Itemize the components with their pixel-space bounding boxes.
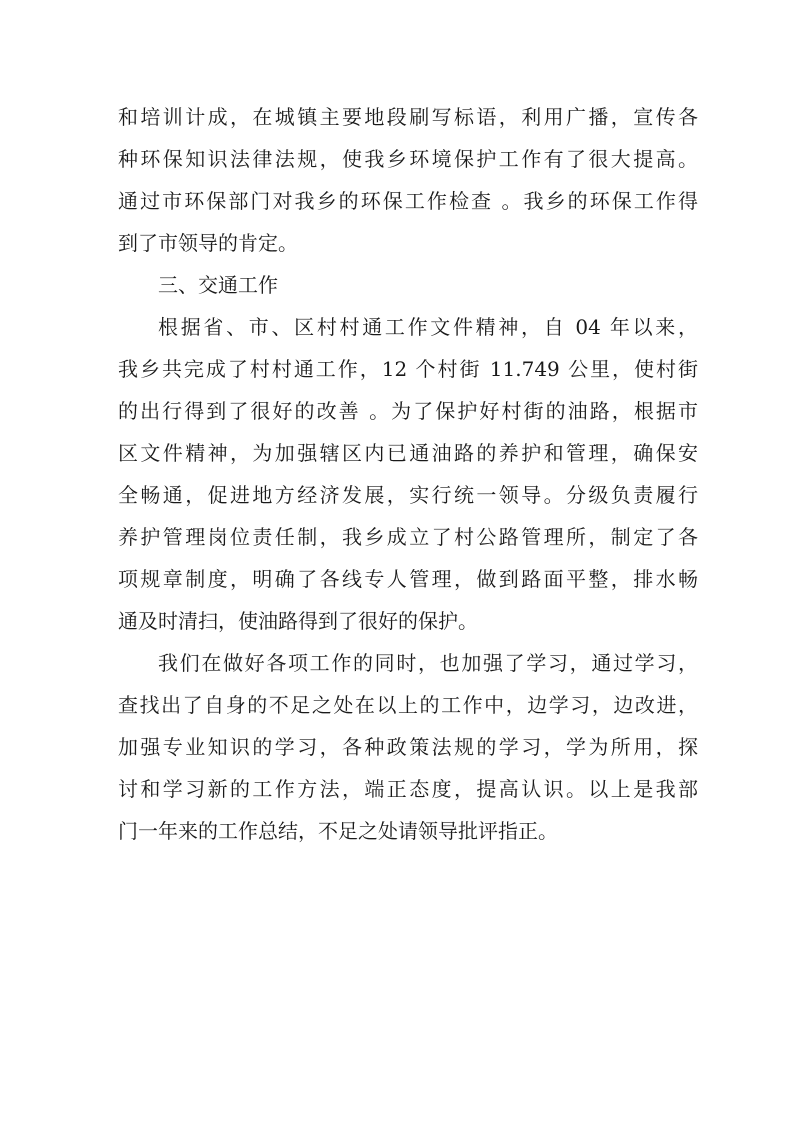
text-line: 到了市领导的肯定。 (118, 231, 298, 255)
text-line: 的出行得到了很好的改善 。为了保护好村街的油路，根据市 (118, 399, 698, 423)
paragraph-environment-continued (118, 96, 698, 264)
paragraph-transport (118, 306, 698, 642)
text-line: 项规章制度，明确了各线专人管理，做到路面平整，排水畅 (118, 567, 698, 591)
text-line: 区文件精神，为加强辖区内已通油路的养护和管理，确保安 (118, 441, 698, 465)
text-line: 加强专业知识的学习，各种政策法规的学习，学为所用，探 (118, 735, 698, 759)
text-line: 养护管理岗位责任制，我乡成立了村公路管理所，制定了各 (118, 525, 698, 549)
text-line: 查找出了自身的不足之处在以上的工作中，边学习，边改进， (118, 693, 698, 717)
text-line: 和培训计成，在城镇主要地段刷写标语，利用广播，宣传各 (118, 105, 698, 129)
text-line: 通及时清扫，使油路得到了很好的保护。 (118, 609, 478, 633)
section-heading: 三、交通工作 (158, 273, 278, 297)
text-line: 讨和学习新的工作方法，端正态度，提高认识。以上是我部 (118, 777, 698, 801)
document-body (118, 96, 698, 852)
text-line: 通过市环保部门对我乡的环保工作检查 。我乡的环保工作得 (118, 189, 698, 213)
text-line: 门一年来的工作总结，不足之处请领导批评指正。 (118, 819, 558, 843)
text-line: 我们在做好各项工作的同时，也加强了学习，通过学习， (158, 651, 698, 675)
text-line: 种环保知识法律法规，使我乡环境保护工作有了很大提高。 (118, 147, 698, 171)
text-line: 我乡共完成了村村通工作，12 个村街 11.749 公里，使村街 (118, 357, 698, 381)
text-line: 全畅通，促进地方经济发展，实行统一领导。分级负责履行 (118, 483, 698, 507)
paragraph-summary (118, 642, 698, 852)
text-line: 根据省、市、区村村通工作文件精神，自 04 年以来， (158, 315, 698, 339)
